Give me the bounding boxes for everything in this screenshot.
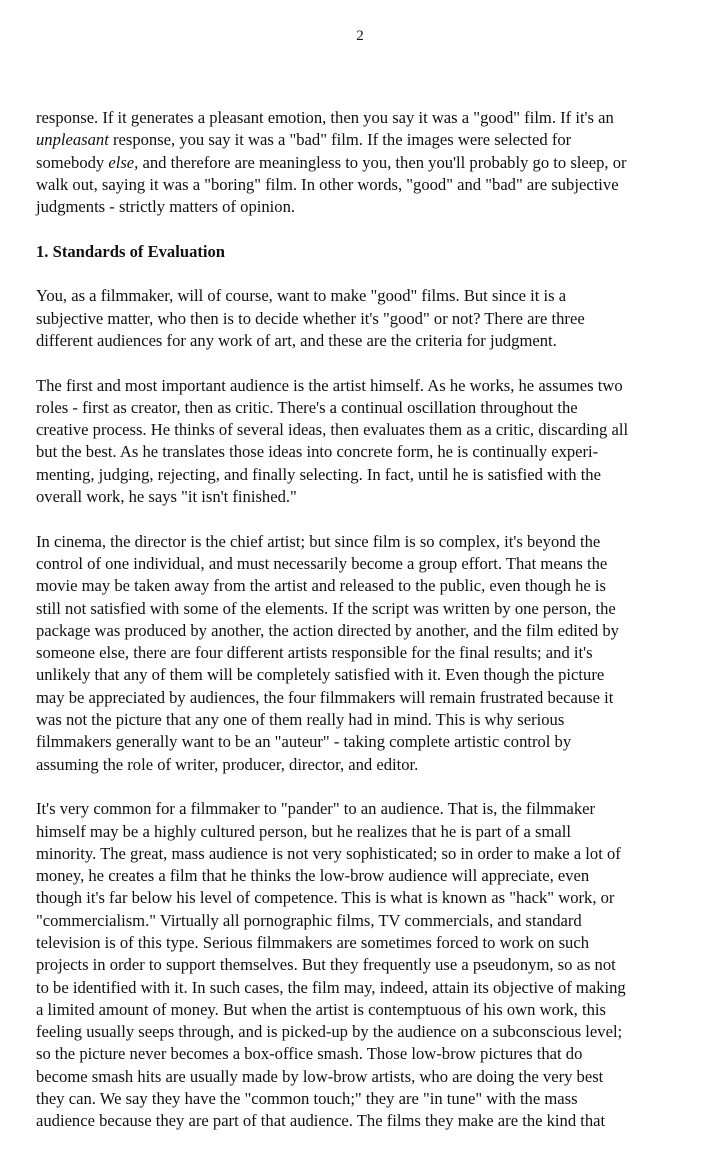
text-line: different audiences for any work of art, and these are the criteria for judgment.	[36, 330, 557, 350]
text-segment: walk out, saying it was a "boring" film. In other words, "good" and "bad" are subjective	[36, 174, 619, 194]
document-body	[36, 107, 686, 1155]
text-line: movie may be taken away from the artist and released to the public, even though he is	[36, 576, 606, 596]
text-line: minority. The great, mass audience is not very sophisticated; so in order to make a lot of	[36, 843, 621, 863]
body-paragraph	[36, 798, 686, 1132]
text-line: but the best. As he translates those ideas into concrete form, he is continually experi-	[36, 442, 599, 462]
italic-text-segment: else,	[108, 152, 139, 172]
intro-paragraph	[36, 107, 686, 218]
text-line: himself may be a highly cultured person, but he realizes that he is part of a small	[36, 821, 571, 841]
text-line: You, as a filmmaker, will of course, want to make "good" films. But since it is a	[36, 286, 567, 306]
text-line: still not satisfied with some of the elements. If the script was written by one person, the	[36, 598, 616, 618]
text-line	[36, 107, 686, 129]
body-paragraph	[36, 531, 686, 776]
text-line: though it's far below his level of competence. This is what is known as "hack" work, or	[36, 888, 615, 908]
text-segment: judgments - strictly matters of opinion.	[36, 197, 296, 217]
text-line	[36, 196, 686, 218]
text-line: unlikely that any of them will be completely satisfied with it. Even though the picture	[36, 665, 605, 685]
text-line: to be identified with it. In such cases, the film may, indeed, attain its objective of making	[36, 977, 626, 997]
text-line: was not the picture that any one of them really had in mind. This is why serious	[36, 710, 565, 730]
text-line: projects in order to support themselves. But they frequently use a pseudonym, so as not	[36, 955, 616, 975]
text-line	[36, 174, 686, 196]
text-line: In cinema, the director is the chief artist; but since film is so complex, it's beyond the	[36, 531, 601, 551]
paragraph-list	[36, 285, 686, 1132]
body-paragraph	[36, 285, 686, 352]
text-line: The first and most important audience is the artist himself. As he works, he assumes two	[36, 375, 623, 395]
text-segment: response. If it generates a pleasant emotion, then you say it was a "good" film. If it's an	[36, 108, 614, 127]
italic-text-segment: unpleasant	[36, 130, 109, 150]
text-line: become smash hits are usually made by low-brow artists, who are doing the very best	[36, 1066, 604, 1086]
text-segment: response, you say it was a "bad" film. If the images were selected for	[108, 130, 572, 150]
page-number: 2	[356, 28, 364, 44]
body-paragraph	[36, 375, 686, 509]
text-segment: and therefore are meaningless to you, then you'll probably go to sleep, or	[138, 152, 627, 172]
text-line: television is of this type. Serious filmmakers are sometimes forced to work on such	[36, 932, 590, 952]
text-line	[36, 129, 686, 151]
text-line: a limited amount of money. But when the artist is contemptuous of his own work, this	[36, 999, 606, 1019]
text-line: so the picture never becomes a box-office smash. Those low-brow pictures that do	[36, 1044, 583, 1064]
text-line: control of one individual, and must necessarily become a group effort. That means the	[36, 553, 608, 573]
text-line: audience because they are part of that audience. The films they make are the kind that	[36, 1111, 606, 1131]
text-line: assuming the role of writer, producer, director, and editor.	[36, 754, 419, 774]
text-line: It's very common for a filmmaker to "pander" to an audience. That is, the filmmaker	[36, 799, 596, 819]
text-line: roles - first as creator, then as critic. There's a continual oscillation throughout the	[36, 397, 578, 417]
section-heading: 1. Standards of Evaluation	[36, 241, 226, 261]
text-line: menting, judging, rejecting, and finally selecting. In fact, until he is satisfied with the	[36, 464, 601, 484]
text-line: money, he creates a film that he thinks the low-brow audience will appreciate, even	[36, 866, 590, 886]
text-line	[36, 152, 686, 174]
text-line: subjective matter, who then is to decide whether it's "good" or not? There are three	[36, 308, 585, 328]
text-line: overall work, he says "it isn't finished."	[36, 487, 297, 507]
text-line: creative process. He thinks of several ideas, then evaluates them as a critic, discarding all	[36, 420, 629, 440]
text-segment: somebody	[36, 152, 109, 172]
text-line: they can. We say they have the "common touch;" they are "in tune" with the mass	[36, 1089, 578, 1109]
text-line: filmmakers generally want to be an "auteur" - taking complete artistic control by	[36, 732, 572, 752]
text-line: someone else, there are four different artists responsible for the final results; and it's	[36, 643, 593, 663]
text-line: package was produced by another, the action directed by another, and the film edited by	[36, 620, 619, 640]
text-line: may be appreciated by audiences, the four filmmakers will remain frustrated because it	[36, 687, 614, 707]
text-line: "commercialism." Virtually all pornographic films, TV commercials, and standard	[36, 910, 582, 930]
text-line: feeling usually seeps through, and is picked-up by the audience on a subconscious level;	[36, 1022, 623, 1042]
